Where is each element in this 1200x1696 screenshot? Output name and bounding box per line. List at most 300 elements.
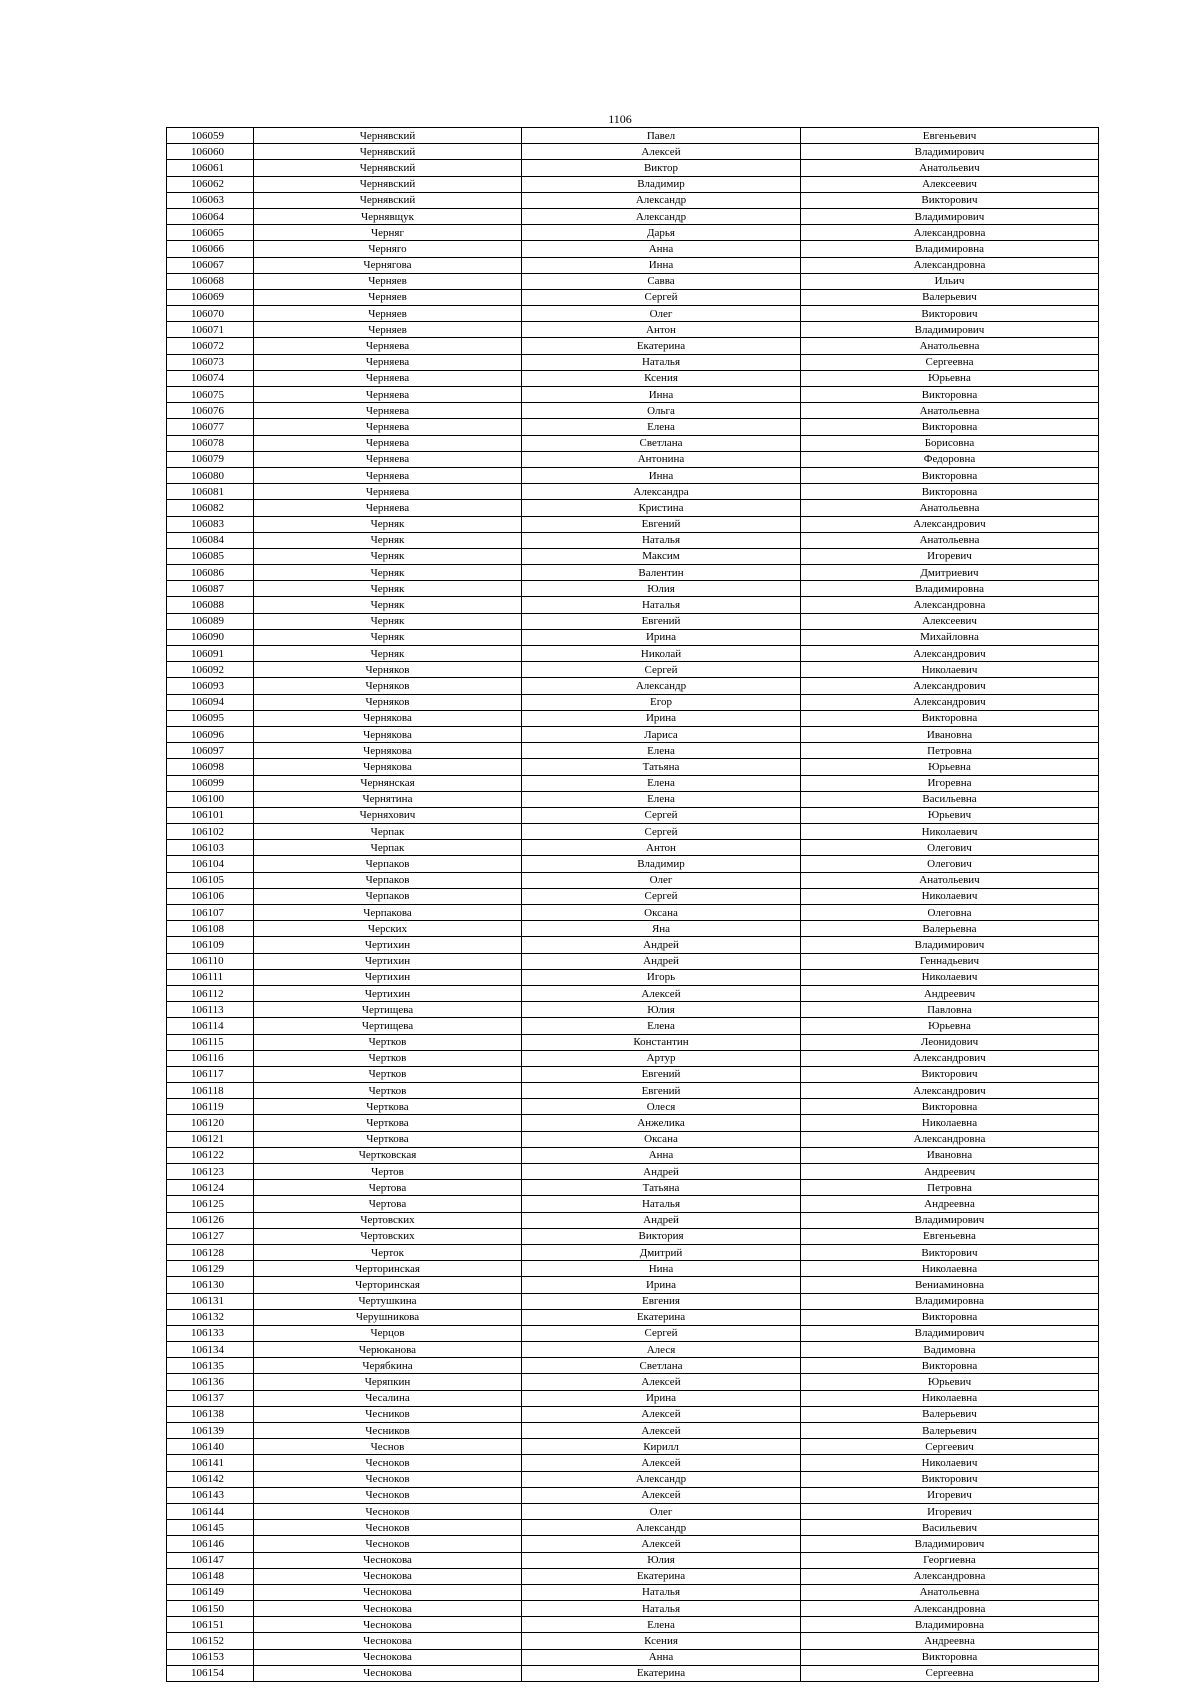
table-row [167, 322, 1099, 338]
last-name-cell: Чертихин [254, 969, 522, 985]
first-name-cell: Алексей [522, 1536, 801, 1552]
first-name-cell: Евгения [522, 1293, 801, 1309]
table-row [167, 1487, 1099, 1503]
patronymic-cell: Викторовна [801, 1358, 1099, 1374]
last-name-cell: Чертищева [254, 1018, 522, 1034]
table-row [167, 629, 1099, 645]
patronymic-cell: Евгеньевич [801, 128, 1099, 144]
last-name-cell: Чертов [254, 1164, 522, 1180]
last-name-cell: Черняков [254, 694, 522, 710]
table-row [167, 1261, 1099, 1277]
table-row [167, 1180, 1099, 1196]
patronymic-cell: Владимирович [801, 322, 1099, 338]
row-id-cell: 106151 [167, 1617, 254, 1633]
table-row [167, 1601, 1099, 1617]
last-name-cell: Черняго [254, 241, 522, 257]
patronymic-cell: Владимирович [801, 144, 1099, 160]
first-name-cell: Инна [522, 467, 801, 483]
row-id-cell: 106122 [167, 1147, 254, 1163]
row-id-cell: 106095 [167, 710, 254, 726]
patronymic-cell: Николаевич [801, 824, 1099, 840]
row-id-cell: 106123 [167, 1164, 254, 1180]
table-row [167, 565, 1099, 581]
row-id-cell: 106097 [167, 743, 254, 759]
patronymic-cell: Александровна [801, 1131, 1099, 1147]
last-name-cell: Черняхович [254, 807, 522, 823]
table-row [167, 451, 1099, 467]
row-id-cell: 106107 [167, 905, 254, 921]
table-row [167, 1066, 1099, 1082]
last-name-cell: Чернявщук [254, 208, 522, 224]
first-name-cell: Наталья [522, 1601, 801, 1617]
table-row [167, 403, 1099, 419]
patronymic-cell: Анатольевич [801, 160, 1099, 176]
patronymic-cell: Юрьевич [801, 807, 1099, 823]
first-name-cell: Наталья [522, 1196, 801, 1212]
table-row [167, 1358, 1099, 1374]
table-row [167, 1212, 1099, 1228]
table-row [167, 1520, 1099, 1536]
first-name-cell: Алексей [522, 1423, 801, 1439]
table-row [167, 419, 1099, 435]
patronymic-cell: Николаевна [801, 1261, 1099, 1277]
row-id-cell: 106145 [167, 1520, 254, 1536]
row-id-cell: 106103 [167, 840, 254, 856]
table-row [167, 1309, 1099, 1325]
first-name-cell: Елена [522, 419, 801, 435]
first-name-cell: Андрей [522, 953, 801, 969]
patronymic-cell: Андреевна [801, 1196, 1099, 1212]
first-name-cell: Наталья [522, 597, 801, 613]
patronymic-cell: Ильич [801, 273, 1099, 289]
first-name-cell: Екатерина [522, 338, 801, 354]
row-id-cell: 106088 [167, 597, 254, 613]
table-row [167, 872, 1099, 888]
last-name-cell: Черняк [254, 532, 522, 548]
patronymic-cell: Валерьевич [801, 289, 1099, 305]
table-row [167, 662, 1099, 678]
first-name-cell: Олег [522, 306, 801, 322]
last-name-cell: Черняк [254, 581, 522, 597]
table-row [167, 1406, 1099, 1422]
table-row [167, 597, 1099, 613]
patronymic-cell: Александровна [801, 1568, 1099, 1584]
row-id-cell: 106120 [167, 1115, 254, 1131]
table-row [167, 1617, 1099, 1633]
row-id-cell: 106081 [167, 484, 254, 500]
row-id-cell: 106153 [167, 1649, 254, 1665]
patronymic-cell: Викторович [801, 192, 1099, 208]
patronymic-cell: Андреевна [801, 1633, 1099, 1649]
first-name-cell: Ксения [522, 1633, 801, 1649]
first-name-cell: Алексей [522, 1487, 801, 1503]
row-id-cell: 106069 [167, 289, 254, 305]
last-name-cell: Черняк [254, 516, 522, 532]
last-name-cell: Чертушкина [254, 1293, 522, 1309]
table-row [167, 581, 1099, 597]
first-name-cell: Инна [522, 257, 801, 273]
patronymic-cell: Игоревич [801, 1487, 1099, 1503]
first-name-cell: Яна [522, 921, 801, 937]
first-name-cell: Сергей [522, 289, 801, 305]
row-id-cell: 106117 [167, 1066, 254, 1082]
patronymic-cell: Александрович [801, 678, 1099, 694]
row-id-cell: 106148 [167, 1568, 254, 1584]
patronymic-cell: Юрьевич [801, 1374, 1099, 1390]
table-row [167, 613, 1099, 629]
last-name-cell: Чеснов [254, 1439, 522, 1455]
table-row [167, 1131, 1099, 1147]
last-name-cell: Чесноков [254, 1520, 522, 1536]
patronymic-cell: Владимировна [801, 1293, 1099, 1309]
first-name-cell: Антонина [522, 451, 801, 467]
first-name-cell: Александр [522, 678, 801, 694]
table-row [167, 759, 1099, 775]
last-name-cell: Черняева [254, 435, 522, 451]
first-name-cell: Дарья [522, 225, 801, 241]
last-name-cell: Чесалина [254, 1390, 522, 1406]
row-id-cell: 106065 [167, 225, 254, 241]
last-name-cell: Черпакова [254, 905, 522, 921]
row-id-cell: 106066 [167, 241, 254, 257]
row-id-cell: 106135 [167, 1358, 254, 1374]
row-id-cell: 106121 [167, 1131, 254, 1147]
patronymic-cell: Викторовна [801, 419, 1099, 435]
last-name-cell: Черняева [254, 370, 522, 386]
last-name-cell: Черторинская [254, 1261, 522, 1277]
patronymic-cell: Ивановна [801, 1147, 1099, 1163]
patronymic-cell: Николаевна [801, 1390, 1099, 1406]
patronymic-cell: Вадимовна [801, 1342, 1099, 1358]
row-id-cell: 106073 [167, 354, 254, 370]
last-name-cell: Черняков [254, 678, 522, 694]
table-row [167, 1115, 1099, 1131]
first-name-cell: Савва [522, 273, 801, 289]
last-name-cell: Чертков [254, 1083, 522, 1099]
row-id-cell: 106130 [167, 1277, 254, 1293]
row-id-cell: 106128 [167, 1244, 254, 1260]
row-id-cell: 106101 [167, 807, 254, 823]
first-name-cell: Ксения [522, 370, 801, 386]
last-name-cell: Черняев [254, 273, 522, 289]
last-name-cell: Черских [254, 921, 522, 937]
first-name-cell: Александра [522, 484, 801, 500]
table-row [167, 726, 1099, 742]
last-name-cell: Черцов [254, 1325, 522, 1341]
table-row [167, 1665, 1099, 1681]
first-name-cell: Сергей [522, 824, 801, 840]
last-name-cell: Чеснокова [254, 1649, 522, 1665]
patronymic-cell: Александрович [801, 646, 1099, 662]
last-name-cell: Чернякова [254, 726, 522, 742]
first-name-cell: Ирина [522, 710, 801, 726]
patronymic-cell: Олегович [801, 840, 1099, 856]
table-row [167, 273, 1099, 289]
last-name-cell: Чеснокова [254, 1617, 522, 1633]
last-name-cell: Чеснокова [254, 1665, 522, 1681]
last-name-cell: Чертков [254, 1050, 522, 1066]
table-row [167, 354, 1099, 370]
table-row [167, 1439, 1099, 1455]
patronymic-cell: Михайловна [801, 629, 1099, 645]
table-row [167, 1325, 1099, 1341]
row-id-cell: 106078 [167, 435, 254, 451]
row-id-cell: 106125 [167, 1196, 254, 1212]
last-name-cell: Черпаков [254, 888, 522, 904]
row-id-cell: 106112 [167, 985, 254, 1001]
row-id-cell: 106147 [167, 1552, 254, 1568]
table-row [167, 856, 1099, 872]
patronymic-cell: Петровна [801, 743, 1099, 759]
first-name-cell: Екатерина [522, 1568, 801, 1584]
patronymic-cell: Викторовна [801, 387, 1099, 403]
first-name-cell: Алексей [522, 144, 801, 160]
first-name-cell: Александр [522, 1520, 801, 1536]
first-name-cell: Виктор [522, 160, 801, 176]
row-id-cell: 106089 [167, 613, 254, 629]
first-name-cell: Татьяна [522, 759, 801, 775]
first-name-cell: Олег [522, 1503, 801, 1519]
last-name-cell: Черняков [254, 662, 522, 678]
first-name-cell: Валентин [522, 565, 801, 581]
row-id-cell: 106136 [167, 1374, 254, 1390]
row-id-cell: 106109 [167, 937, 254, 953]
table-row [167, 1584, 1099, 1600]
table-row [167, 1002, 1099, 1018]
first-name-cell: Елена [522, 1018, 801, 1034]
patronymic-cell: Анатольевна [801, 500, 1099, 516]
patronymic-cell: Викторовна [801, 467, 1099, 483]
last-name-cell: Черябкина [254, 1358, 522, 1374]
patronymic-cell: Викторовна [801, 484, 1099, 500]
patronymic-cell: Владимировна [801, 241, 1099, 257]
patronymic-cell: Валерьевич [801, 1406, 1099, 1422]
row-id-cell: 106126 [167, 1212, 254, 1228]
table-row [167, 1228, 1099, 1244]
table-row [167, 435, 1099, 451]
patronymic-cell: Игоревна [801, 775, 1099, 791]
row-id-cell: 106059 [167, 128, 254, 144]
first-name-cell: Наталья [522, 354, 801, 370]
last-name-cell: Черняева [254, 419, 522, 435]
patronymic-cell: Викторовна [801, 1309, 1099, 1325]
last-name-cell: Чесноков [254, 1536, 522, 1552]
row-id-cell: 106146 [167, 1536, 254, 1552]
row-id-cell: 106074 [167, 370, 254, 386]
first-name-cell: Сергей [522, 807, 801, 823]
patronymic-cell: Анатольевич [801, 872, 1099, 888]
row-id-cell: 106133 [167, 1325, 254, 1341]
first-name-cell: Анжелика [522, 1115, 801, 1131]
last-name-cell: Черняева [254, 354, 522, 370]
patronymic-cell: Александрович [801, 516, 1099, 532]
last-name-cell: Черпаков [254, 856, 522, 872]
last-name-cell: Чертовских [254, 1228, 522, 1244]
first-name-cell: Андрей [522, 1164, 801, 1180]
table-row [167, 484, 1099, 500]
row-id-cell: 106131 [167, 1293, 254, 1309]
patronymic-cell: Анатольевна [801, 338, 1099, 354]
table-row [167, 694, 1099, 710]
last-name-cell: Черпак [254, 824, 522, 840]
row-id-cell: 106063 [167, 192, 254, 208]
first-name-cell: Артур [522, 1050, 801, 1066]
last-name-cell: Черняева [254, 451, 522, 467]
row-id-cell: 106068 [167, 273, 254, 289]
table-row [167, 192, 1099, 208]
last-name-cell: Чертищева [254, 1002, 522, 1018]
first-name-cell: Александр [522, 208, 801, 224]
last-name-cell: Чесноков [254, 1487, 522, 1503]
first-name-cell: Ирина [522, 629, 801, 645]
last-name-cell: Чеснокова [254, 1584, 522, 1600]
table-row [167, 807, 1099, 823]
patronymic-cell: Павловна [801, 1002, 1099, 1018]
first-name-cell: Наталья [522, 1584, 801, 1600]
first-name-cell: Татьяна [522, 1180, 801, 1196]
last-name-cell: Черпаков [254, 872, 522, 888]
table-row [167, 1552, 1099, 1568]
patronymic-cell: Дмитриевич [801, 565, 1099, 581]
first-name-cell: Олеся [522, 1099, 801, 1115]
row-id-cell: 106098 [167, 759, 254, 775]
first-name-cell: Елена [522, 743, 801, 759]
table-row [167, 1196, 1099, 1212]
row-id-cell: 106143 [167, 1487, 254, 1503]
row-id-cell: 106061 [167, 160, 254, 176]
table-row [167, 1455, 1099, 1471]
row-id-cell: 106138 [167, 1406, 254, 1422]
last-name-cell: Чернявский [254, 192, 522, 208]
first-name-cell: Евгений [522, 1066, 801, 1082]
row-id-cell: 106105 [167, 872, 254, 888]
patronymic-cell: Юрьевна [801, 370, 1099, 386]
patronymic-cell: Леонидович [801, 1034, 1099, 1050]
table-row [167, 289, 1099, 305]
first-name-cell: Игорь [522, 969, 801, 985]
table-row [167, 905, 1099, 921]
row-id-cell: 106115 [167, 1034, 254, 1050]
table-row [167, 548, 1099, 564]
last-name-cell: Чертова [254, 1196, 522, 1212]
table-row [167, 532, 1099, 548]
first-name-cell: Константин [522, 1034, 801, 1050]
first-name-cell: Андрей [522, 937, 801, 953]
table-row [167, 1390, 1099, 1406]
row-id-cell: 106119 [167, 1099, 254, 1115]
first-name-cell: Инна [522, 387, 801, 403]
last-name-cell: Чернянская [254, 775, 522, 791]
first-name-cell: Александр [522, 192, 801, 208]
table-row [167, 1471, 1099, 1487]
table-row [167, 1342, 1099, 1358]
last-name-cell: Чернягова [254, 257, 522, 273]
table-row [167, 1649, 1099, 1665]
patronymic-cell: Александровна [801, 225, 1099, 241]
row-id-cell: 106094 [167, 694, 254, 710]
last-name-cell: Чертковская [254, 1147, 522, 1163]
row-id-cell: 106106 [167, 888, 254, 904]
row-id-cell: 106080 [167, 467, 254, 483]
row-id-cell: 106104 [167, 856, 254, 872]
patronymic-cell: Юрьевна [801, 759, 1099, 775]
patronymic-cell: Федоровна [801, 451, 1099, 467]
first-name-cell: Дмитрий [522, 1244, 801, 1260]
row-id-cell: 106062 [167, 176, 254, 192]
row-id-cell: 106127 [167, 1228, 254, 1244]
table-row [167, 338, 1099, 354]
patronymic-cell: Александровна [801, 597, 1099, 613]
last-name-cell: Чертков [254, 1034, 522, 1050]
last-name-cell: Чесников [254, 1406, 522, 1422]
patronymic-cell: Николаевна [801, 1115, 1099, 1131]
patronymic-cell: Александровна [801, 1601, 1099, 1617]
row-id-cell: 106110 [167, 953, 254, 969]
patronymic-cell: Викторович [801, 1066, 1099, 1082]
row-id-cell: 106072 [167, 338, 254, 354]
row-id-cell: 106124 [167, 1180, 254, 1196]
first-name-cell: Светлана [522, 435, 801, 451]
patronymic-cell: Викторовна [801, 710, 1099, 726]
table-row [167, 985, 1099, 1001]
last-name-cell: Черторинская [254, 1277, 522, 1293]
table-row [167, 791, 1099, 807]
first-name-cell: Антон [522, 322, 801, 338]
patronymic-cell: Васильевна [801, 791, 1099, 807]
table-row [167, 241, 1099, 257]
patronymic-cell: Андреевич [801, 1164, 1099, 1180]
first-name-cell: Андрей [522, 1212, 801, 1228]
patronymic-cell: Александрович [801, 1083, 1099, 1099]
table-row [167, 1536, 1099, 1552]
table-row [167, 1099, 1099, 1115]
patronymic-cell: Анатольевна [801, 1584, 1099, 1600]
first-name-cell: Кирилл [522, 1439, 801, 1455]
first-name-cell: Евгений [522, 1083, 801, 1099]
last-name-cell: Черняк [254, 548, 522, 564]
last-name-cell: Чернякова [254, 743, 522, 759]
last-name-cell: Черняк [254, 629, 522, 645]
patronymic-cell: Сергеевич [801, 1439, 1099, 1455]
patronymic-cell: Александровна [801, 257, 1099, 273]
row-id-cell: 106102 [167, 824, 254, 840]
row-id-cell: 106087 [167, 581, 254, 597]
patronymic-cell: Владимирович [801, 1536, 1099, 1552]
table-row [167, 824, 1099, 840]
row-id-cell: 106154 [167, 1665, 254, 1681]
patronymic-cell: Борисовна [801, 435, 1099, 451]
last-name-cell: Черняк [254, 646, 522, 662]
last-name-cell: Черняг [254, 225, 522, 241]
row-id-cell: 106108 [167, 921, 254, 937]
table-row [167, 208, 1099, 224]
patronymic-cell: Георгиевна [801, 1552, 1099, 1568]
patronymic-cell: Сергеевна [801, 354, 1099, 370]
row-id-cell: 106139 [167, 1423, 254, 1439]
row-id-cell: 106083 [167, 516, 254, 532]
patronymic-cell: Ивановна [801, 726, 1099, 742]
first-name-cell: Юлия [522, 1002, 801, 1018]
last-name-cell: Чернявский [254, 128, 522, 144]
table-row [167, 1164, 1099, 1180]
patronymic-cell: Николаевич [801, 969, 1099, 985]
last-name-cell: Черткова [254, 1131, 522, 1147]
last-name-cell: Чертихин [254, 953, 522, 969]
patronymic-cell: Андреевич [801, 985, 1099, 1001]
table-row [167, 1374, 1099, 1390]
first-name-cell: Лариса [522, 726, 801, 742]
patronymic-cell: Владимирович [801, 937, 1099, 953]
